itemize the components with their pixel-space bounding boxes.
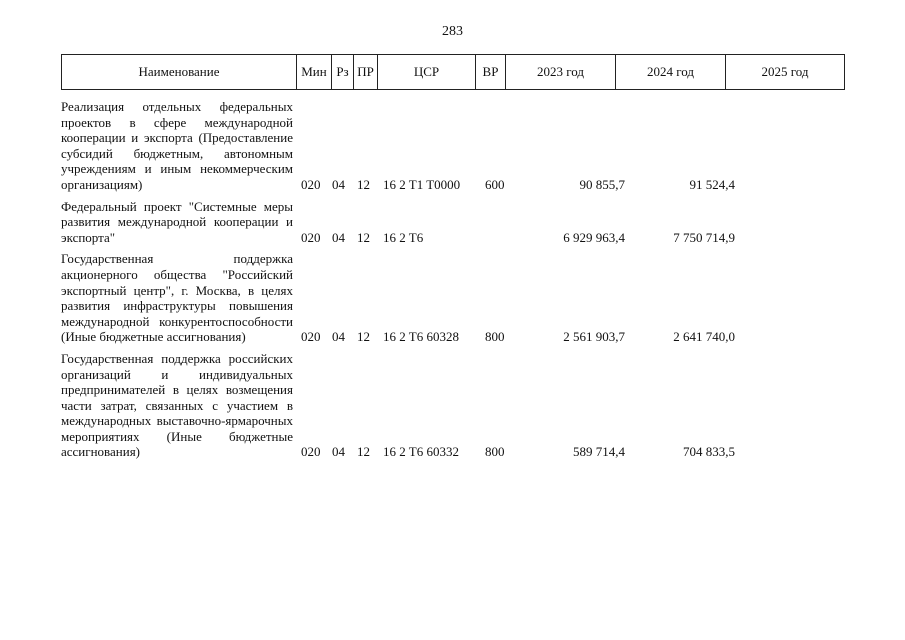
row-vr: 800 xyxy=(485,444,505,460)
row-min: 020 xyxy=(301,176,321,192)
header-rz: Рз xyxy=(332,55,354,89)
header-name: Наименование xyxy=(62,55,297,89)
row-csr: 16 2 T1 T0000 xyxy=(383,176,461,192)
row-pr: 12 xyxy=(357,229,370,245)
table-body xyxy=(61,99,845,460)
row-2023: 2 561 903,7 xyxy=(563,329,625,345)
row-min: 020 xyxy=(301,329,321,345)
table-row xyxy=(61,199,845,246)
table-header xyxy=(61,54,845,90)
table-row xyxy=(61,251,845,345)
row-vr: 800 xyxy=(485,329,505,345)
row-vr: 600 xyxy=(485,176,505,192)
header-2024: 2024 год xyxy=(616,55,726,89)
header-csr: ЦСР xyxy=(378,55,476,89)
row-rz: 04 xyxy=(332,229,345,245)
header-min: Мин xyxy=(297,55,332,89)
row-csr: 16 2 T6 xyxy=(383,229,424,245)
row-rz: 04 xyxy=(332,329,345,345)
row-2024: 2 641 740,0 xyxy=(673,329,735,345)
row-2023: 589 714,4 xyxy=(573,444,625,460)
row-2023: 90 855,7 xyxy=(579,176,625,192)
row-pr: 12 xyxy=(357,329,370,345)
row-name: Федеральный проект "Системные меры развития международной кооперации и экспорта" xyxy=(61,198,293,245)
row-2024: 91 524,4 xyxy=(689,176,735,192)
row-pr: 12 xyxy=(357,444,370,460)
row-2024: 704 833,5 xyxy=(683,444,735,460)
table-row xyxy=(61,351,845,460)
row-name: Реализация отдельных федеральных проектов в сфере международной кооперации и экспорта (Предоставление субсидий бюджетным, автономным учреждениям и иным некоммерческим организациям) xyxy=(61,99,293,192)
row-name: Государственная поддержка акционерного общества "Российский экспортный центр", г. Москва, в целях развития инфраструктуры повышения международной конкурентоспособности (Иные бюджетные ассигнования) xyxy=(61,251,293,345)
row-min: 020 xyxy=(301,444,321,460)
row-rz: 04 xyxy=(332,176,345,192)
header-2023: 2023 год xyxy=(506,55,616,89)
row-2023: 6 929 963,4 xyxy=(563,229,625,245)
row-2024: 7 750 714,9 xyxy=(673,229,735,245)
row-pr: 12 xyxy=(357,176,370,192)
row-min: 020 xyxy=(301,229,321,245)
row-csr: 16 2 T6 60328 xyxy=(383,329,459,345)
row-rz: 04 xyxy=(332,444,345,460)
page-number: 283 xyxy=(442,24,463,39)
row-csr: 16 2 T6 60332 xyxy=(383,444,459,460)
header-vr: ВР xyxy=(476,55,506,89)
table-row xyxy=(61,99,845,193)
row-name: Государственная поддержка российских организаций и индивидуальных предпринимателей в целях возмещения части затрат, связанных с участием в международных выставочно-ярмарочных мероприятиях (Иные бюджетные ассигнования) xyxy=(61,350,293,460)
header-pr: ПР xyxy=(354,55,378,89)
header-2025: 2025 год xyxy=(761,64,809,79)
